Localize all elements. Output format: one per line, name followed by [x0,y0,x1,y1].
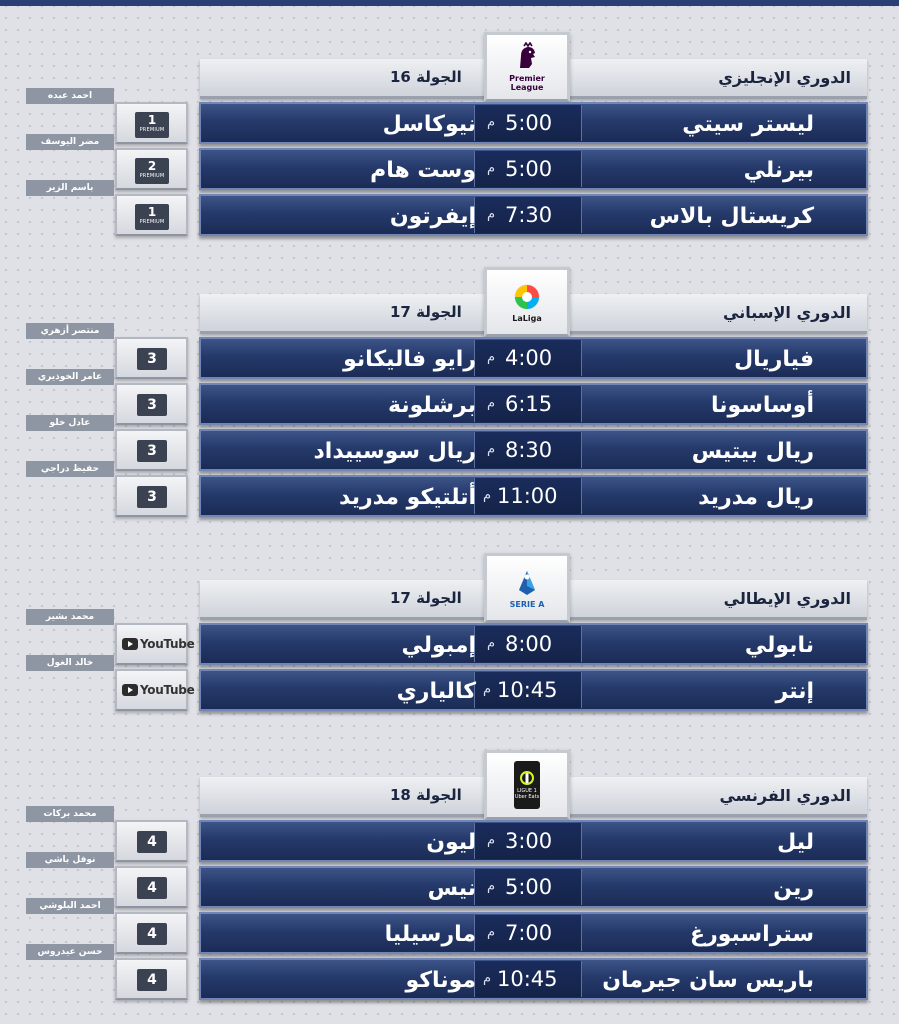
channel-badge: 1 PREMIUM [135,112,169,138]
channel-badge: 3 [137,440,167,462]
match-time: 6:15 [505,392,553,416]
away-team: ريال سوسييداد [313,439,476,464]
league-name: الدوري الإنجليزي [718,68,851,87]
time-unit: م [487,442,496,457]
away-team: وست هام [370,158,476,183]
time-unit: م [487,207,496,222]
time-unit: م [487,833,496,848]
time-box [474,197,582,233]
premier-league-logo [484,32,570,102]
home-team: إنتر [775,679,814,704]
top-strip [0,0,899,6]
ligue-1-logo [484,750,570,820]
match-row[interactable] [0,91,899,146]
channel-box [115,429,188,471]
channel-badge: 4 [137,923,167,945]
serie-a-logo [484,553,570,623]
time-unit: م [483,682,492,697]
laliga-logo [484,267,570,337]
away-team: نيس [427,876,476,901]
home-team: فياريال [734,347,814,372]
youtube-play-icon [122,638,138,650]
time-box [474,961,582,997]
home-team: ستراسبورغ [690,922,814,947]
time-box [474,340,582,376]
time-box [474,105,582,141]
channel-badge: 3 [137,486,167,508]
channel-box [115,337,188,379]
commentator-label: باسم الزير [26,180,114,196]
match-time: 8:00 [505,632,553,656]
match-row[interactable] [0,183,899,238]
commentator-label: منتصر أزهري [26,323,114,339]
youtube-channel: YouTube [122,683,194,697]
channel-box [115,194,188,236]
commentator-label: عامر الخوذيري [26,369,114,385]
away-team: مارسيليا [384,922,476,947]
league-round: الجولة 17 [390,589,462,607]
away-team: ليون [426,830,476,855]
time-box [474,626,582,662]
match-bar [199,429,868,471]
channel-badge: 4 [137,831,167,853]
time-unit: م [487,879,496,894]
match-time: 11:00 [497,484,558,508]
commentator-label: نوفل باشي [26,852,114,868]
commentator-label: احمد عبده [26,88,114,104]
match-row[interactable] [0,809,899,864]
commentator-label: حسن عيدروس [26,944,114,960]
channel-box [115,475,188,517]
league-name: الدوري الإيطالي [723,589,851,608]
match-time: 10:45 [497,967,558,991]
league-name: الدوري الفرنسي [719,786,851,805]
laliga-ball-icon [512,282,542,312]
league-round: الجولة 17 [390,303,462,321]
time-box [474,823,582,859]
channel-box [115,958,188,1000]
match-time: 3:00 [505,829,553,853]
commentator-label: احمد البلوشي [26,898,114,914]
match-time: 5:00 [505,111,553,135]
match-bar [199,669,868,711]
match-row[interactable] [0,372,899,427]
match-bar [199,102,868,144]
commentator-label: مضر اليوسف [26,134,114,150]
league-name: الدوري الإسباني [723,303,851,322]
serie-a-icon [512,568,542,598]
channel-box [115,912,188,954]
home-team: ريال بيتيس [691,439,814,464]
channel-badge: 3 [137,394,167,416]
match-bar [199,194,868,236]
match-bar [199,337,868,379]
youtube-play-icon [122,684,138,696]
match-bar [199,820,868,862]
match-bar [199,148,868,190]
league-round: الجولة 18 [390,786,462,804]
home-team: أوساسونا [710,393,814,418]
channel-badge: 4 [137,877,167,899]
channel-badge: 1 PREMIUM [135,204,169,230]
channel-badge: 2 PREMIUM [135,158,169,184]
channel-box [115,148,188,190]
channel-box [115,820,188,862]
match-row[interactable] [0,464,899,519]
time-box [474,386,582,422]
home-team: نابولي [744,633,814,658]
logo-text: SERIE A [509,599,545,609]
logo-text: LaLiga [512,313,542,323]
channel-badge: 3 [137,348,167,370]
time-unit: م [487,636,496,651]
channel-box [115,623,195,665]
away-team: برشلونة [388,393,476,418]
home-team: ليل [777,830,814,855]
channel-badge: 4 [137,969,167,991]
home-team: ريال مدريد [698,485,814,510]
match-bar [199,866,868,908]
commentator-label: محمد بشير [26,609,114,625]
logo-text: LIGUE 1 Uber Eats [514,788,540,800]
match-row[interactable] [0,612,899,667]
away-team: موناكو [405,968,476,993]
away-team: إمبولي [401,633,476,658]
time-unit: م [487,115,496,130]
commentator-label: حفيظ دراجي [26,461,114,477]
commentator-label: خالد الغول [26,655,114,671]
channel-box [115,383,188,425]
match-bar [199,383,868,425]
match-row[interactable] [0,326,899,381]
youtube-channel: YouTube [122,637,194,651]
lion-icon [512,42,542,72]
home-team: رين [773,876,814,901]
match-bar [199,623,868,665]
home-team: ليستر سيتي [682,112,814,137]
league-round: الجولة 16 [390,68,462,86]
time-unit: م [487,161,496,176]
match-time: 10:45 [497,678,558,702]
match-row[interactable] [0,947,899,1002]
time-unit: م [487,925,496,940]
match-time: 7:00 [505,921,553,945]
time-unit: م [487,396,496,411]
home-team: بيرنلي [743,158,814,183]
logo-text: Premier League [509,74,545,92]
commentator-label: عادل خلو [26,415,114,431]
match-time: 5:00 [505,157,553,181]
away-team: نيوكاسل [382,112,476,137]
time-unit: م [487,350,496,365]
away-team: كالياري [396,679,476,704]
home-team: باريس سان جيرمان [602,968,814,993]
home-team: كريستال بالاس [649,204,814,229]
channel-box [115,669,195,711]
ligue-1-icon [514,761,540,809]
time-box [474,672,582,708]
match-time: 7:30 [505,203,553,227]
channel-box [115,102,188,144]
match-time: 8:30 [505,438,553,462]
match-bar [199,958,868,1000]
match-row[interactable] [0,137,899,192]
time-box [474,432,582,468]
match-time: 4:00 [505,346,553,370]
away-team: إيفرتون [389,204,476,229]
away-team: أتلتيكو مدريد [339,485,476,510]
time-box [474,151,582,187]
match-row[interactable] [0,901,899,956]
match-bar [199,475,868,517]
match-row[interactable] [0,658,899,713]
time-unit: م [483,488,492,503]
commentator-label: محمد بركات [26,806,114,822]
match-bar [199,912,868,954]
away-team: رايو فاليكانو [343,347,476,372]
match-row[interactable] [0,418,899,473]
time-box [474,869,582,905]
ligue-1-ball-icon [519,770,535,786]
match-row[interactable] [0,855,899,910]
time-box [474,915,582,951]
channel-box [115,866,188,908]
time-unit: م [483,971,492,986]
match-time: 5:00 [505,875,553,899]
time-box [474,478,582,514]
